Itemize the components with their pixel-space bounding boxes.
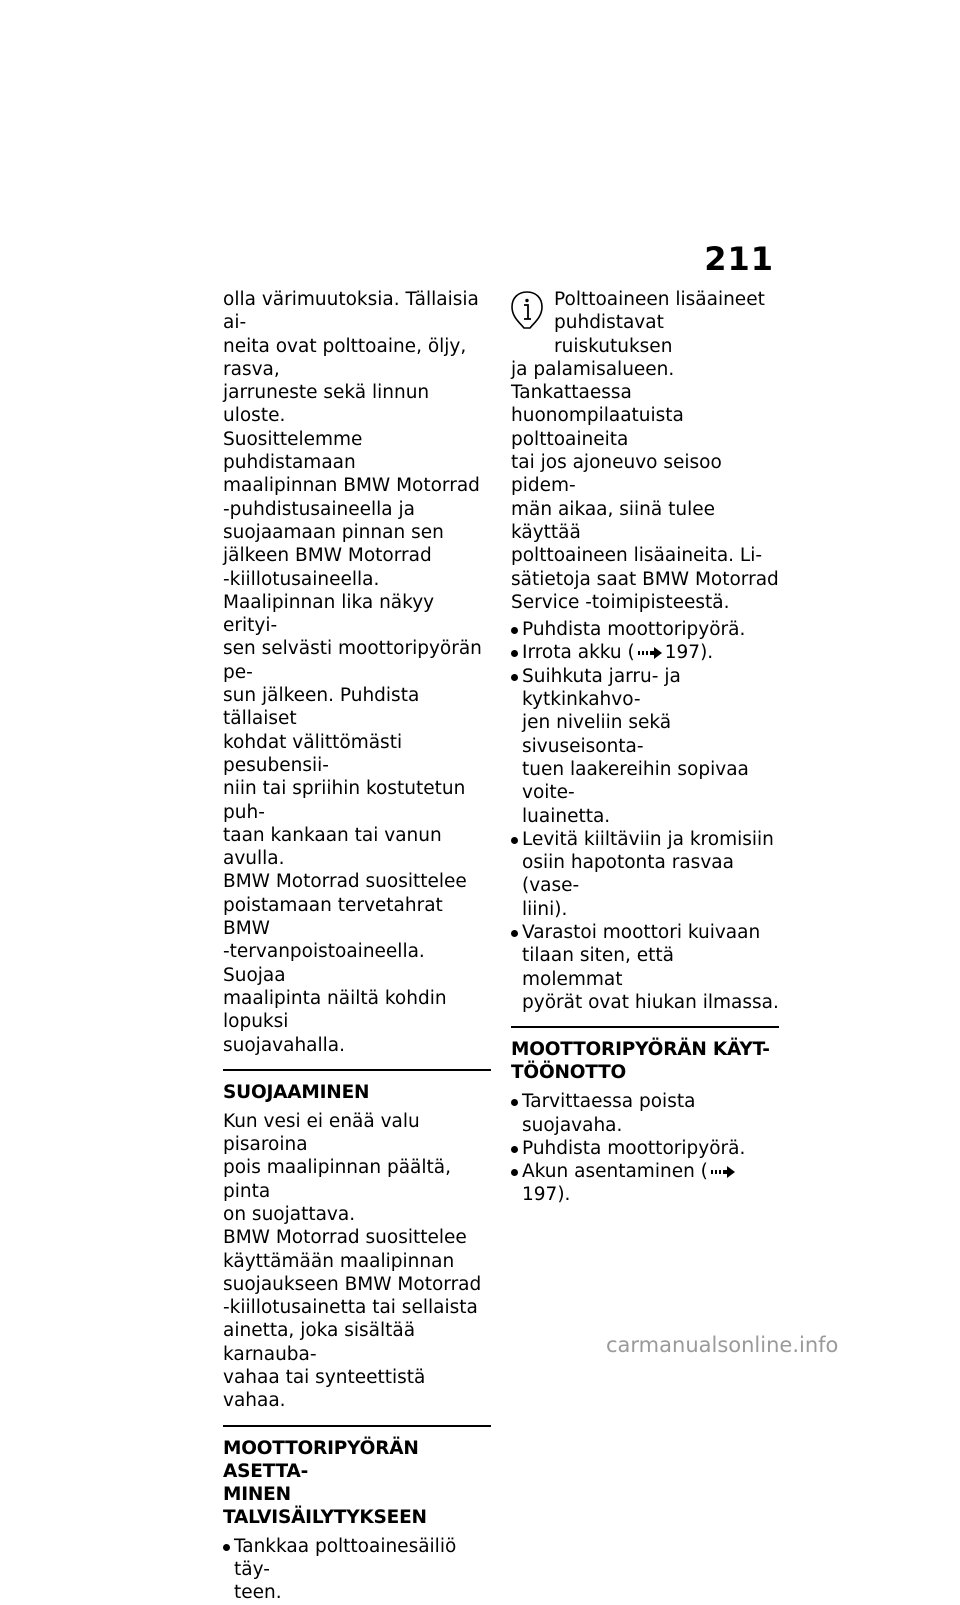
list-item: Varastoi moottori kuivaan tilaan siten, että molemmat pyörät ovat hiukan ilmassa. [511, 921, 779, 1014]
bullet-list [223, 1535, 491, 1605]
page-reference-arrow-icon [710, 1166, 736, 1178]
list-item: Suihkuta jarru- ja kytkinkahvo- jen niveliin sekä sivuseisonta- tuen laakereihin sopivaa voite- luainetta. [511, 665, 779, 828]
list-item: Tankkaa polttoainesäiliö täy- teen. [223, 1535, 491, 1605]
section-heading-kayttoonotto: MOOTTORIPYÖRÄN KÄYT- TÖÖNOTTO [511, 1039, 770, 1084]
list-item: Akun asentaminen (197). [511, 1160, 779, 1207]
info-note [511, 288, 779, 614]
paragraph: olla värimuutoksia. Tällaisia ai- neita ovat polttoaine, öljy, rasva, jarruneste sekä linnun uloste. Suosittelemme puhdistamaan maalipinnan BMW Motorrad -puhdistusaineella ja suojaamaan pinnan sen jälkeen BMW Motorrad -kiillotusaineella. [223, 289, 480, 590]
paragraph: Maalipinnan lika näkyy erityi- sen selvästi moottoripyörän pe- sun jälkeen. Puhdista tällaiset kohdat välittömästi pesubensii- niin tai spriihin kostutetun puh- taan kankaan tai vanun avulla. [223, 591, 482, 870]
paragraph: Kun vesi ei enää valu pisaroina pois maalipinnan päältä, pinta on suojattava. [223, 1110, 451, 1225]
list-item: Puhdista moottoripyörä. [511, 618, 779, 641]
bullet-list [511, 618, 779, 1014]
page-reference-arrow-icon [637, 647, 663, 659]
info-text: ja palamisalueen. Tankattaessa huonompilaatuista polttoaineita tai jos ajoneuvo seisoo pidem- män aikaa, siinä tulee käyttää polttoaineen lisäaineita. Li- sätietoja saat BMW Motorrad Service -toimipisteestä. [511, 358, 779, 613]
section-heading-talvisailytys: MOOTTORIPYÖRÄN ASETTA- MINEN TALVISÄILYTYKSEEN [223, 1437, 427, 1528]
page-reference[interactable]: 197 [664, 642, 701, 664]
list-item: Levitä kiiltäviin ja kromisiin osiin hapotonta rasvaa (vase- liini). [511, 828, 779, 921]
info-text-line: puhdistavat ruiskutuksen [554, 312, 673, 357]
section-divider [223, 1425, 491, 1427]
section-heading-suojaaminen: SUOJAAMINEN [223, 1081, 370, 1103]
paragraph: BMW Motorrad suosittelee käyttämään maalipinnan suojaukseen BMW Motorrad -kiillotusainetta tai sellaista ainetta, joka sisältää karnauba- vahaa tai synteettistä vahaa. [223, 1227, 482, 1412]
page-reference[interactable]: 197 [522, 1184, 558, 1206]
list-item: Tarvittaessa poista suojavaha. [511, 1090, 779, 1137]
info-icon [510, 290, 544, 330]
section-divider [511, 1026, 779, 1028]
left-column [223, 288, 491, 1605]
list-item: Irrota akku ( 197). [511, 641, 779, 664]
bullet-list [511, 1090, 779, 1206]
page-number: 211 [704, 240, 774, 278]
watermark: carmanualsonline.info [606, 1333, 839, 1357]
paragraph: BMW Motorrad suosittelee poistamaan tervetahrat BMW -tervanpoistoaineella. Suojaa maalipinta näiltä kohdin lopuksi suojavahalla. [223, 871, 467, 1056]
info-text-line: Polttoaineen lisäaineet [554, 289, 765, 310]
right-column [511, 288, 779, 1207]
list-item: Puhdista moottoripyörä. [511, 1137, 779, 1160]
section-divider [223, 1069, 491, 1071]
